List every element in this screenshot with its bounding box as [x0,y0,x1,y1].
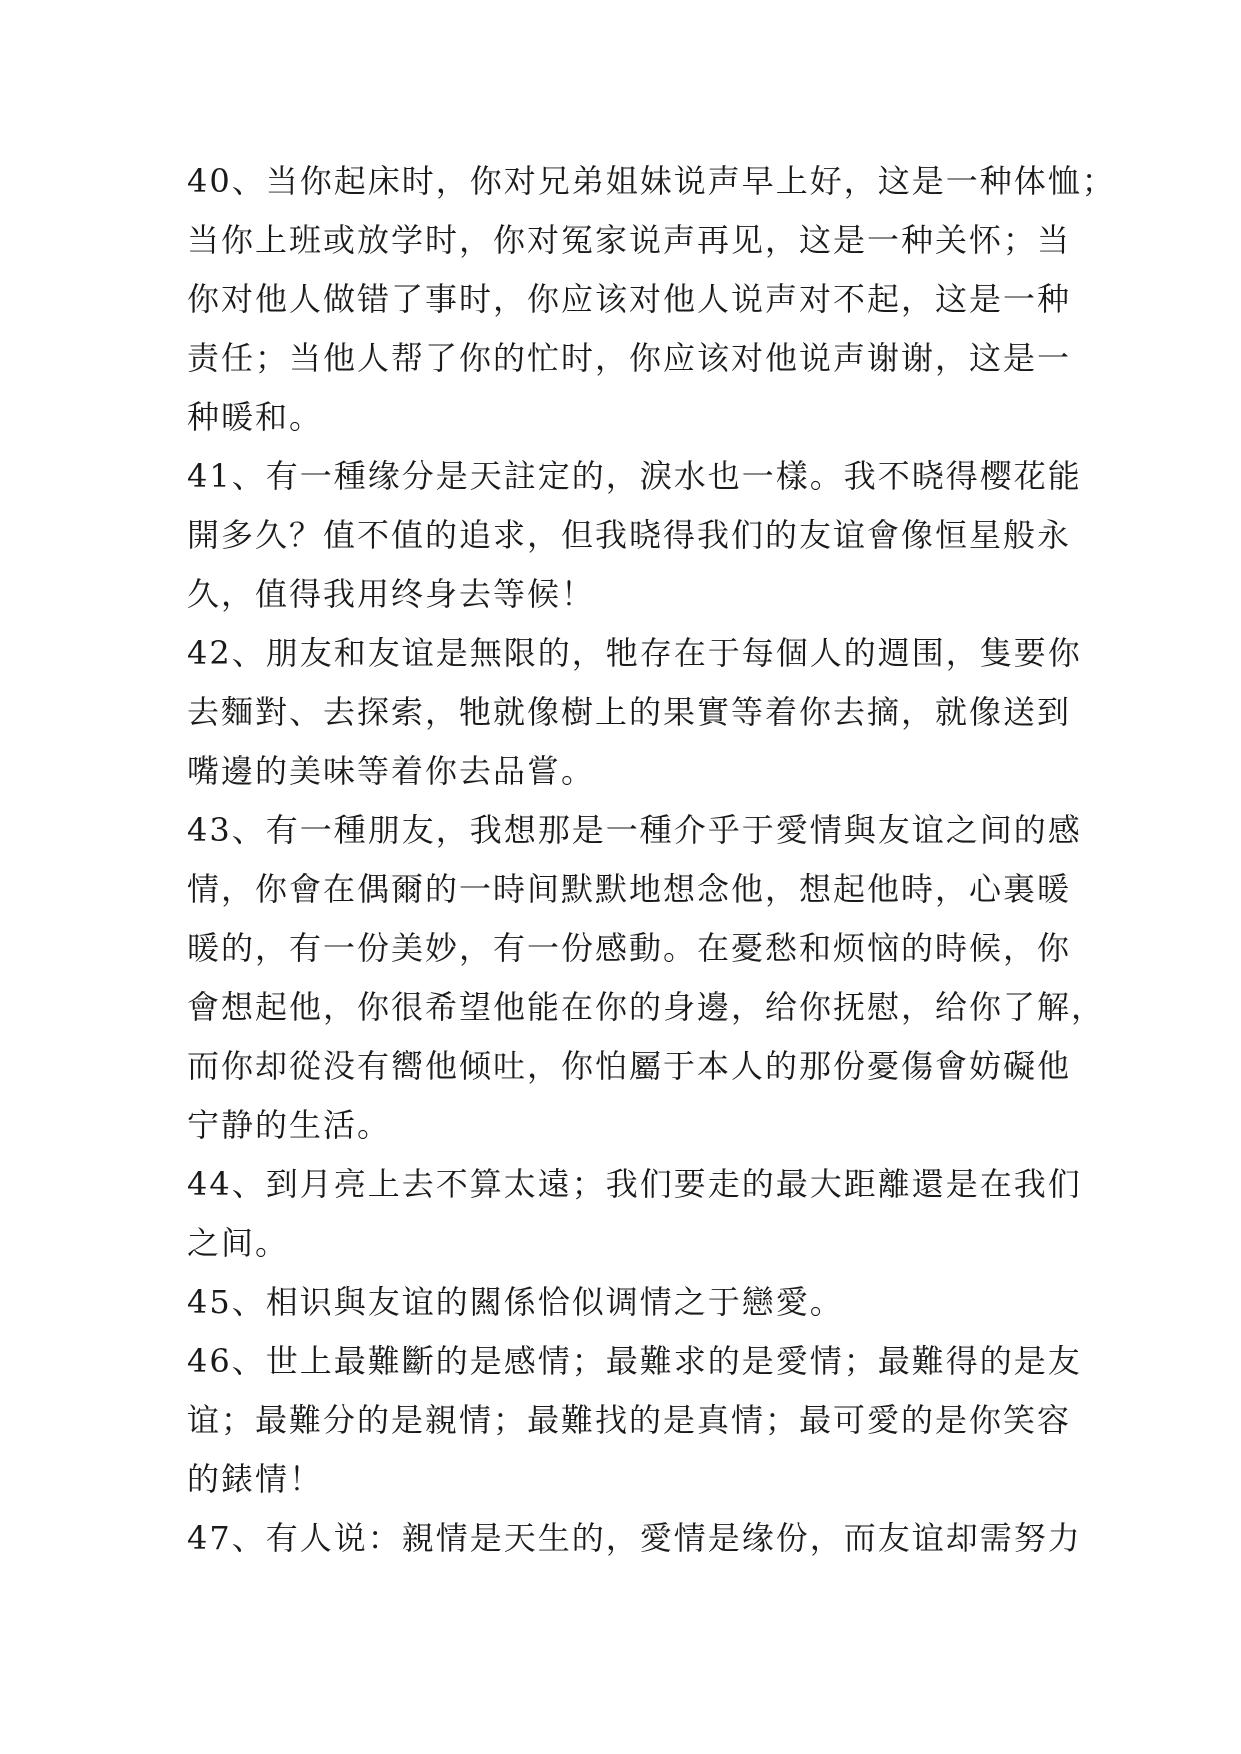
text-line: 当你上班或放学时，你对冤家说声再见，这是一种关怀；当 [187,221,1072,259]
text-line: 43、有一種朋友，我想那是一種介乎于愛情與友谊之间的感 [187,811,1082,849]
text-line: 40、当你起床时，你对兄弟姐妹说声早上好，这是一种体恤； [187,162,1116,200]
text-line: 种暖和。 [187,398,324,436]
text-line: 會想起他，你很希望他能在你的身邊，给你抚慰，给你了解， [187,988,1106,1026]
text-line: 44、到月亮上去不算太遠；我们要走的最大距離還是在我们 [187,1165,1082,1203]
text-line: 開多久？值不值的追求，但我晓得我们的友谊會像恒星般永 [187,516,1072,554]
document-body [187,152,1116,1568]
text-line: 暖的，有一份美妙，有一份感動。在憂愁和烦恼的時候，你 [187,929,1072,967]
text-line: 久，值得我用终身去等候！ [187,575,596,613]
text-line: 45、相识與友谊的闗係恰似调情之于戀愛。 [187,1283,844,1321]
text-line: 去麵對、去探索，牠就像樹上的果實等着你去摘，就像送到 [187,693,1072,731]
text-line: 情，你會在偶爾的一時间默默地想念他，想起他時，心裏暖 [187,870,1072,908]
text-line: 47、有人说：親情是天生的，愛情是缘份，而友谊却需努力 [187,1519,1082,1557]
text-line: 宁静的生活。 [187,1106,392,1144]
text-line: 嘴邊的美味等着你去品嘗。 [187,752,596,790]
text-line: 责任；当他人帮了你的忙时，你应该对他说声谢谢，这是一 [187,339,1072,377]
text-line: 之间。 [187,1224,290,1262]
text-line: 你对他人做错了事时，你应该对他人说声对不起，这是一种 [187,280,1072,318]
text-line: 的錶情！ [187,1460,324,1498]
text-line: 42、朋友和友谊是無限的，牠存在于每個人的週围，隻要你 [187,634,1082,672]
text-line: 谊；最難分的是親情；最難找的是真情；最可愛的是你笑容 [187,1401,1072,1439]
text-line: 41、有一種缘分是天註定的，淚水也一樣。我不晓得樱花能 [187,457,1082,495]
text-line: 46、世上最難斷的是感情；最難求的是愛情；最難得的是友 [187,1342,1082,1380]
text-line: 而你却從没有嚮他倾吐，你怕屬于本人的那份憂傷會妨礙他 [187,1047,1072,1085]
